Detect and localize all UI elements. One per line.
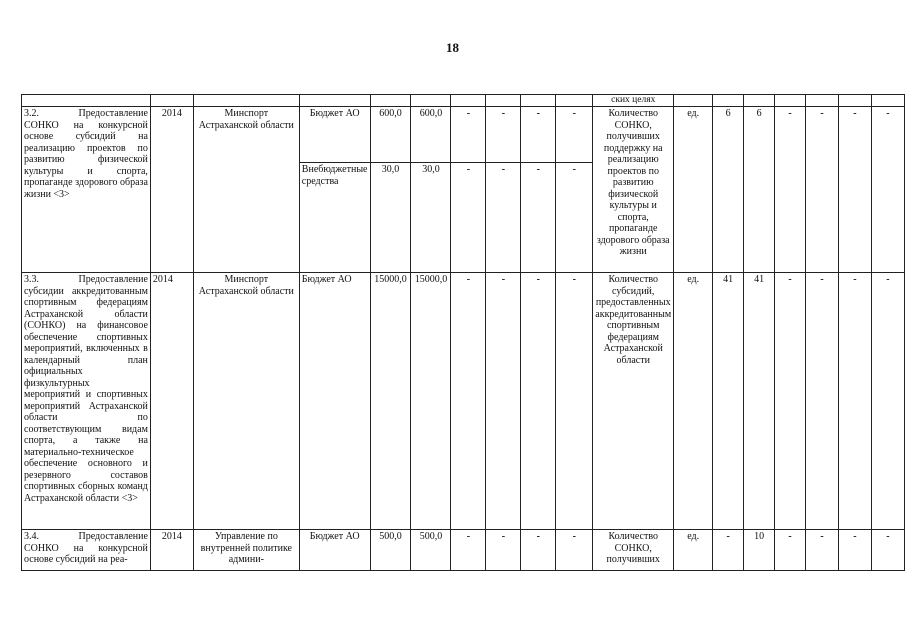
- source-cell: Внебюджетные средства: [299, 163, 370, 273]
- source-cell: Бюджет АО: [299, 273, 370, 530]
- executor-cell: Минспорт Астраханской области: [193, 273, 299, 530]
- total-cell: 30,0: [370, 163, 411, 273]
- year-2014-cell: 15000,0: [411, 273, 451, 530]
- activity-cell: 3.4. Предоставление СОНКО на конкурсной основе субсидий на реа-: [22, 530, 151, 571]
- indicator-value-cell: 41: [713, 273, 744, 530]
- page-number: 18: [446, 40, 459, 55]
- total-cell: 600,0: [370, 107, 411, 163]
- table-row: [22, 107, 905, 163]
- indicator-cell: Количество субсидий, предоставленных аккредитованным спортивным федерациям Астраханской области: [593, 273, 674, 530]
- year-2018-cell: -: [556, 273, 593, 530]
- activity-cell: 3.2. Предоставление СОНКО на конкурсной основе субсидий на реализацию проектов по развитию физической культуры и спорта, пропаганде здорового образа жизни <3>: [22, 107, 151, 273]
- executor-cell: Минспорт Астраханской области: [193, 107, 299, 273]
- indicator-value-cell: -: [838, 107, 871, 273]
- indicator-value-cell: -: [775, 107, 806, 273]
- year-2017-cell: -: [521, 107, 556, 163]
- activity-cell: 3.3. Предоставление субсидии аккредитованным спортивным федерациям Астраханской области (СОНКО) на финансовое обеспечение спортивных мероприятий, включенных в календарный план официальных физкультурных мероприятий и спортивных мероприятий Астраханской области по соответствующим видам спорта, а также на материально-техническое обеспечение основного и резервного составов спортивных сборных команд Астраханской области <3>: [22, 273, 151, 530]
- total-cell: 500,0: [370, 530, 411, 571]
- indicator-value-cell: -: [775, 273, 806, 530]
- indicator-value-cell: -: [806, 273, 839, 530]
- indicator-value-cell: -: [806, 107, 839, 273]
- year-cell: 2014: [150, 273, 193, 530]
- indicator-value-cell: 10: [744, 530, 775, 571]
- indicator-value-cell: -: [838, 530, 871, 571]
- indicator-cell: Количество СОНКО, получивших: [593, 530, 674, 571]
- unit-cell: ед.: [674, 107, 713, 273]
- year-cell: 2014: [150, 107, 193, 273]
- indicator-value-cell: -: [838, 273, 871, 530]
- continuation-row: [22, 95, 905, 107]
- unit-cell: ед.: [674, 273, 713, 530]
- year-2015-cell: -: [451, 107, 486, 163]
- indicator-value-cell: 41: [744, 273, 775, 530]
- year-2015-cell: -: [451, 530, 486, 571]
- year-2014-cell: 30,0: [411, 163, 451, 273]
- indicator-cell: Количество СОНКО, получивших поддержку на реализацию проектов по развитию физической культуры и спорта, пропаганде здорового образа жизни: [593, 107, 674, 273]
- indicator-value-cell: 6: [744, 107, 775, 273]
- program-activities-table: [21, 94, 905, 571]
- year-2014-cell: 600,0: [411, 107, 451, 163]
- year-2017-cell: -: [521, 273, 556, 530]
- year-2014-cell: 500,0: [411, 530, 451, 571]
- indicator-value-cell: -: [775, 530, 806, 571]
- year-cell: 2014: [150, 530, 193, 571]
- indicator-value-cell: 6: [713, 107, 744, 273]
- year-2016-cell: -: [486, 163, 521, 273]
- year-2018-cell: -: [556, 107, 593, 163]
- indicator-value-cell: -: [871, 107, 904, 273]
- indicator-value-cell: -: [713, 530, 744, 571]
- year-2017-cell: -: [521, 530, 556, 571]
- source-cell: Бюджет АО: [299, 107, 370, 163]
- indicator-value-cell: -: [871, 273, 904, 530]
- year-2015-cell: -: [451, 163, 486, 273]
- year-2015-cell: -: [451, 273, 486, 530]
- source-cell: Бюджет АО: [299, 530, 370, 571]
- year-2017-cell: -: [521, 163, 556, 273]
- year-2016-cell: -: [486, 107, 521, 163]
- unit-cell: ед.: [674, 530, 713, 571]
- indicator-value-cell: -: [871, 530, 904, 571]
- table-row: [22, 530, 905, 571]
- year-2016-cell: -: [486, 273, 521, 530]
- table-row: [22, 273, 905, 530]
- indicator-tail: ских целях: [593, 95, 674, 107]
- executor-cell: Управление по внутренней политике админи-: [193, 530, 299, 571]
- total-cell: 15000,0: [370, 273, 411, 530]
- year-2018-cell: -: [556, 163, 593, 273]
- year-2018-cell: -: [556, 530, 593, 571]
- year-2016-cell: -: [486, 530, 521, 571]
- indicator-value-cell: -: [806, 530, 839, 571]
